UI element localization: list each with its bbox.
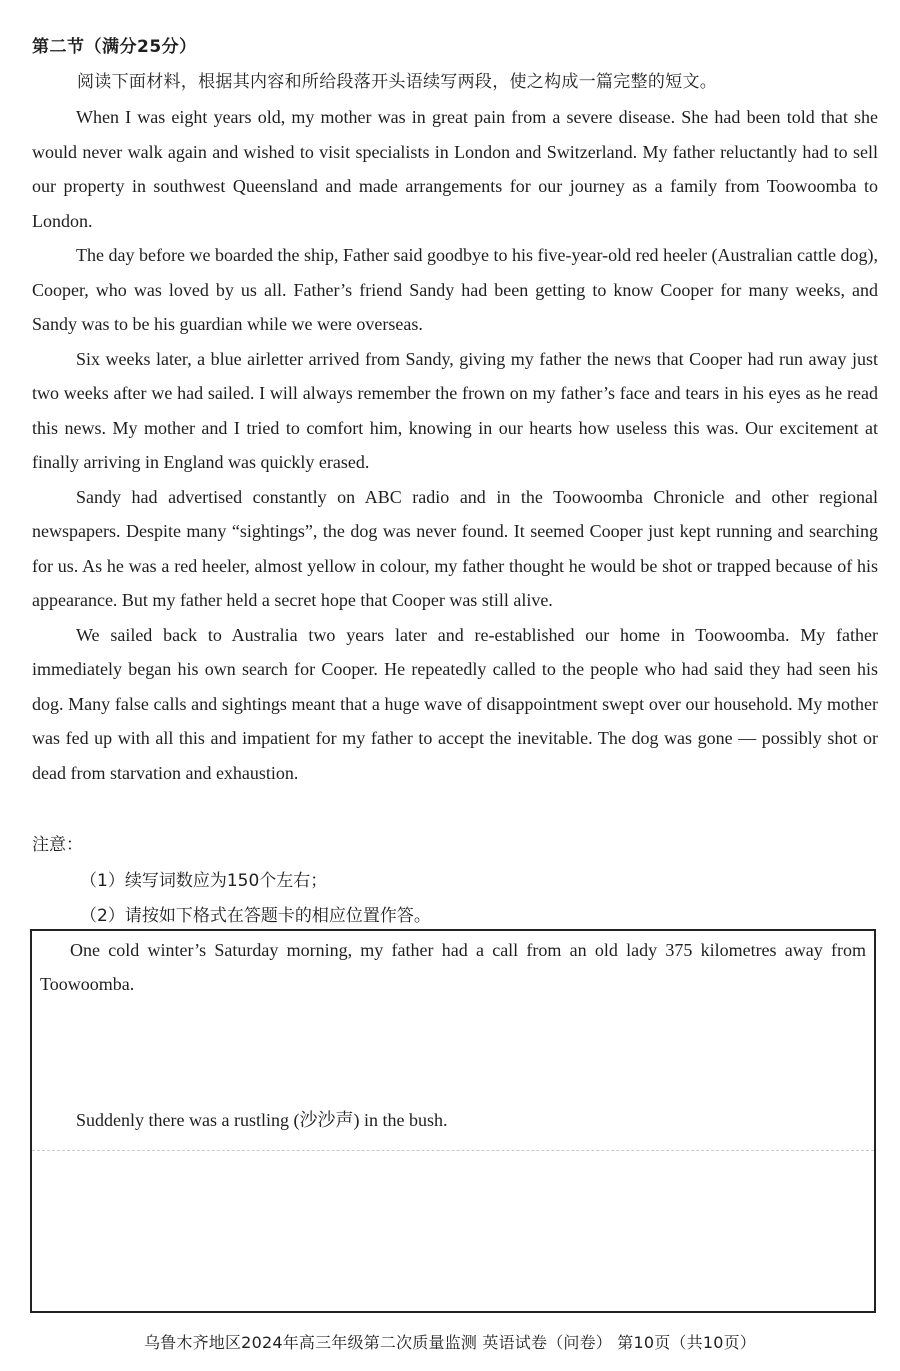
answer-divider — [32, 1150, 874, 1151]
continuation-para1-start: One cold winter’s Saturday morning, my father had a call from an old lady 375 kilometres away from Toowoomba. — [40, 940, 866, 994]
passage-paragraph-5: We sailed back to Australia two years later and re-established our home in Toowoomba. My father immediately began his own search for Cooper. He repeatedly called to the people who had said they had seen his dog. Many false calls and sightings meant that a huge wave of disappointment swept over our household. My mother was fed up with all this and impatient for my father to accept the inevitable. The dog was gone — possibly shot or dead from starvation and exhaustion. — [32, 624, 878, 783]
section-title: 第二节（满分25分） — [32, 37, 197, 57]
passage-paragraph-1: When I was eight years old, my mother was in great pain from a severe disease. She had been told that she would never walk again and wished to visit specialists in London and Switzerland. My father reluctantly had to sell our property in southwest Queensland and made arrangements for our journey as a family from Toowoomba to London. — [32, 107, 878, 231]
passage-paragraph-4: Sandy had advertised constantly on ABC radio and in the Toowoomba Chronicle and other regional newspapers. Despite many “sightings”, the dog was never found. It seemed Cooper just kept running and searching for us. As he was a red heeler, almost yellow in colour, my father thought he would be shot or trapped because of his appearance. But my father held a secret hope that Cooper was still alive. — [32, 486, 878, 610]
answer-box — [30, 929, 876, 1313]
continuation-para2-start: Suddenly there was a rustling (沙沙声) in the bush. — [76, 1110, 448, 1130]
reading-passage — [32, 100, 878, 790]
note-item-2: （2）请按如下格式在答题卡的相应位置作答。 — [80, 906, 431, 926]
notes-title: 注意： — [32, 835, 83, 855]
instruction-text: 阅读下面材料，根据其内容和所给段落开头语续写两段，使之构成一篇完整的短文。 — [77, 72, 718, 92]
note-item-1: （1）续写词数应为150个左右； — [80, 871, 328, 891]
passage-paragraph-3: Six weeks later, a blue airletter arrived from Sandy, giving my father the news that Cooper had run away just two weeks after we had sailed. I will always remember the frown on my father’s face and tears in his eyes as he read this news. My mother and I tried to comfort him, knowing in our hearts how useless this was. Our excitement at finally arriving in England was quickly erased. — [32, 348, 878, 472]
page-footer: 乌鲁木齐地区2024年高三年级第二次质量监测 英语试卷（问卷） 第10页（共10页） — [143, 1333, 756, 1352]
passage-paragraph-2: The day before we boarded the ship, Father said goodbye to his five-year-old red heeler (Australian cattle dog), Cooper, who was loved by us all. Father’s friend Sandy had been getting to know Cooper for many weeks, and Sandy was to be his guardian while we were overseas. — [32, 245, 878, 334]
